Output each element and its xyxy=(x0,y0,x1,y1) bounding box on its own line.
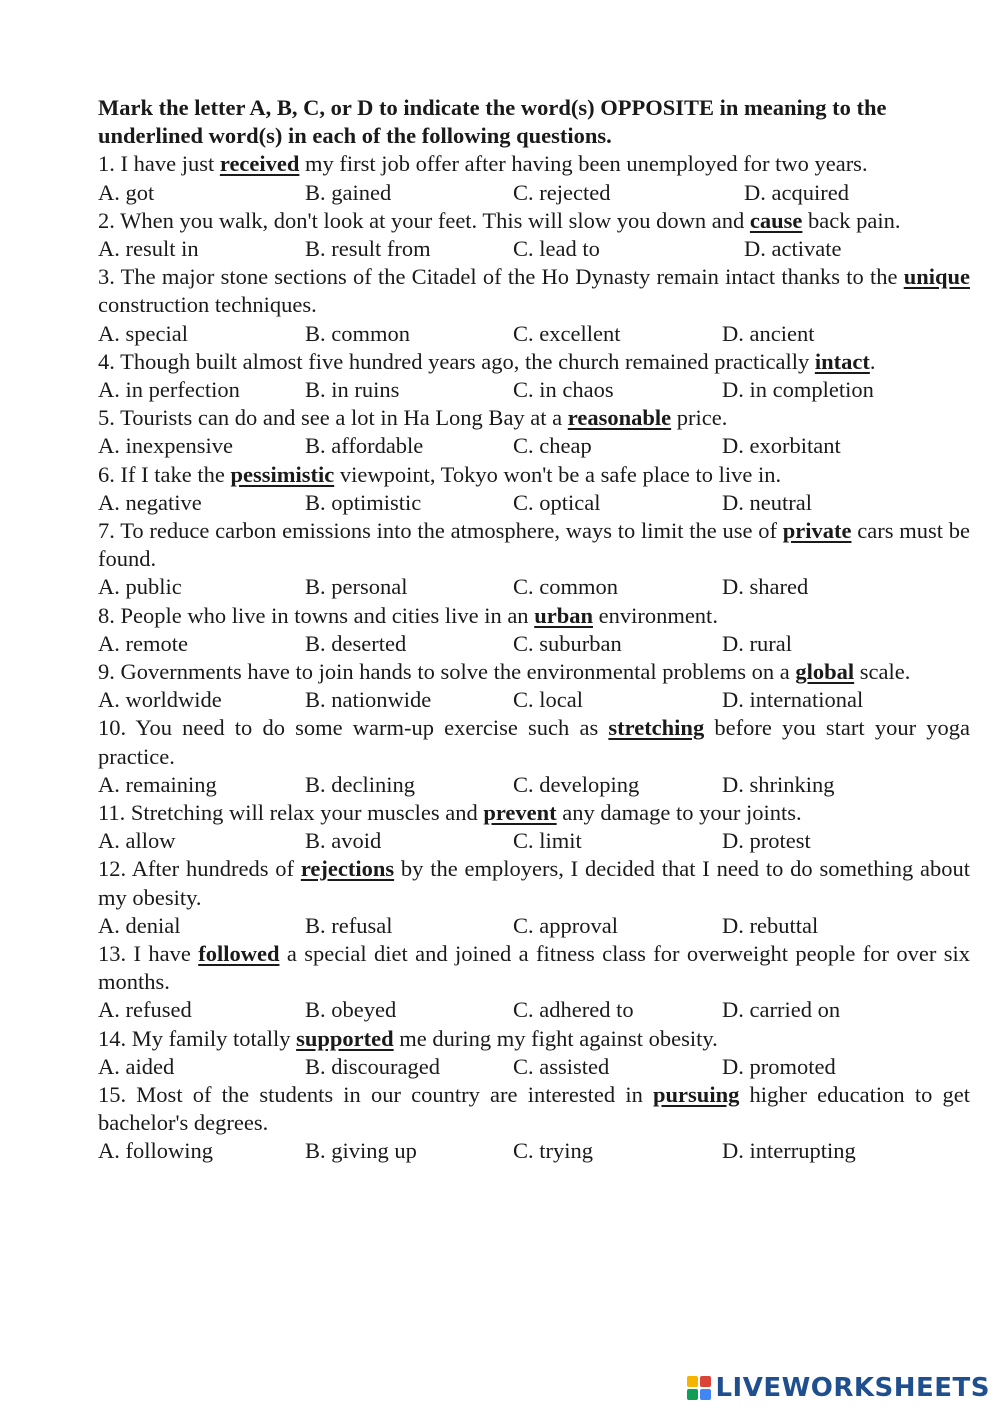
answer-option-d[interactable]: D. exorbitant xyxy=(722,433,841,459)
underlined-keyword: stretching xyxy=(608,715,705,741)
question-text: higher education to get bachelor's degrees. xyxy=(98,1081,971,1136)
underlined-keyword: intact xyxy=(814,348,870,374)
answer-option-a[interactable]: A. following xyxy=(98,1138,213,1164)
answer-option-d[interactable]: D. promoted xyxy=(722,1053,836,1079)
question-text: 3. The major stone sections of the Citadel of the Ho Dynasty remain intact thanks to the xyxy=(98,264,904,290)
underlined-keyword: received xyxy=(219,151,300,177)
answer-option-d[interactable]: D. interrupting xyxy=(722,1138,856,1164)
answer-option-c[interactable]: C. rejected xyxy=(513,179,611,205)
underlined-keyword: urban xyxy=(534,602,593,628)
answer-options-9 xyxy=(98,686,970,714)
answer-options-14 xyxy=(98,1053,970,1081)
answer-option-b[interactable]: B. optimistic xyxy=(305,489,422,515)
logo-square-1 xyxy=(687,1376,698,1387)
answer-option-b[interactable]: B. result from xyxy=(305,236,431,261)
answer-option-b[interactable]: B. personal xyxy=(305,574,408,600)
answer-option-a[interactable]: A. refused xyxy=(98,997,192,1023)
question-text: my first job offer after having been unemployed for two years. xyxy=(299,151,868,177)
underlined-keyword: cause xyxy=(749,207,803,233)
answer-option-d[interactable]: D. rebuttal xyxy=(722,912,819,938)
answer-option-d[interactable]: D. ancient xyxy=(722,320,815,346)
answer-options-2 xyxy=(98,235,970,263)
answer-option-c[interactable]: C. local xyxy=(513,687,583,713)
answer-option-c[interactable]: C. cheap xyxy=(513,433,592,459)
question-text: 8. People who live in towns and cities live in an xyxy=(98,602,535,628)
question-5 xyxy=(98,404,970,432)
underlined-keyword: prevent xyxy=(483,799,557,825)
answer-option-b[interactable]: B. obeyed xyxy=(305,997,397,1023)
answer-option-c[interactable]: C. limit xyxy=(513,828,582,854)
answer-option-d[interactable]: D. shrinking xyxy=(722,771,835,797)
question-11 xyxy=(98,799,970,827)
answer-option-b[interactable]: B. in ruins xyxy=(305,376,400,402)
logo-square-4 xyxy=(700,1389,711,1400)
question-12 xyxy=(98,855,970,911)
question-text: environment. xyxy=(592,602,718,628)
question-4 xyxy=(98,348,970,376)
answer-option-a[interactable]: A. allow xyxy=(98,828,176,854)
answer-options-1 xyxy=(98,179,970,207)
answer-option-b[interactable]: B. common xyxy=(305,320,410,346)
liveworksheets-logo-icon xyxy=(687,1376,711,1400)
question-text: before you start your yoga practice. xyxy=(98,715,970,769)
answer-options-15 xyxy=(98,1137,970,1165)
answer-options-12 xyxy=(98,912,970,940)
answer-option-c[interactable]: C. in chaos xyxy=(513,376,614,402)
answer-option-c[interactable]: C. common xyxy=(513,574,618,600)
question-13 xyxy=(98,940,970,996)
underlined-keyword: reasonable xyxy=(567,405,672,431)
answer-options-8 xyxy=(98,630,970,658)
answer-option-a[interactable]: A. got xyxy=(98,179,155,205)
question-7 xyxy=(98,517,970,573)
answer-options-11 xyxy=(98,827,970,855)
answer-option-b[interactable]: B. affordable xyxy=(305,433,424,459)
answer-option-b[interactable]: B. discouraged xyxy=(305,1053,440,1079)
answer-option-d[interactable]: D. protest xyxy=(722,828,811,854)
question-6 xyxy=(98,461,970,489)
answer-option-a[interactable]: A. remaining xyxy=(98,771,217,797)
question-text: 5. Tourists can do and see a lot in Ha Long Bay at a xyxy=(98,405,568,431)
question-text: viewpoint, Tokyo won't be a safe place to live in. xyxy=(334,461,782,487)
question-text: 4. Though built almost five hundred years ago, the church remained practically xyxy=(98,348,815,374)
answer-options-5 xyxy=(98,432,970,460)
logo-square-2 xyxy=(700,1376,711,1387)
question-text: 12. After hundreds of xyxy=(98,856,301,882)
answer-option-c[interactable]: C. excellent xyxy=(513,320,621,346)
answer-option-c[interactable]: C. suburban xyxy=(513,630,622,656)
brand-text: LIVEWORKSHEETS xyxy=(715,1373,990,1403)
question-text: 11. Stretching will relax your muscles and xyxy=(98,799,484,825)
answer-option-d[interactable]: D. rural xyxy=(722,630,792,656)
answer-option-b[interactable]: B. gained xyxy=(305,179,392,205)
question-text: 13. I have xyxy=(98,940,199,966)
answer-options-6 xyxy=(98,489,970,517)
question-text: price. xyxy=(671,405,728,431)
question-text: back pain. xyxy=(802,207,901,233)
answer-option-d[interactable]: D. international xyxy=(722,687,864,713)
answer-option-a[interactable]: A. aided xyxy=(98,1053,175,1079)
answer-option-b[interactable]: B. declining xyxy=(305,771,415,797)
question-list xyxy=(98,150,970,1165)
question-2 xyxy=(98,207,970,235)
answer-option-a[interactable]: A. result in xyxy=(98,236,199,261)
answer-option-d[interactable]: D. in completion xyxy=(722,376,874,402)
answer-option-a[interactable]: A. denial xyxy=(98,912,181,938)
question-text: 9. Governments have to join hands to solve the environmental problems on a xyxy=(98,658,796,684)
answer-option-c[interactable]: C. lead to xyxy=(513,236,600,261)
answer-options-3 xyxy=(98,320,970,348)
answer-option-a[interactable]: A. in perfection xyxy=(98,376,240,402)
question-text: 6. If I take the xyxy=(98,461,231,487)
answer-option-a[interactable]: A. negative xyxy=(98,489,202,515)
answer-option-d[interactable]: D. carried on xyxy=(722,997,841,1023)
answer-option-c[interactable]: C. adhered to xyxy=(513,997,634,1023)
question-14 xyxy=(98,1025,970,1053)
answer-option-b[interactable]: B. avoid xyxy=(305,828,382,854)
underlined-keyword: followed xyxy=(198,940,280,966)
answer-option-d[interactable]: D. shared xyxy=(722,574,809,600)
answer-option-c[interactable]: C. assisted xyxy=(513,1053,610,1079)
question-3 xyxy=(98,263,970,319)
question-text: construction techniques. xyxy=(98,292,317,318)
underlined-keyword: pessimistic xyxy=(230,461,335,487)
answer-option-d[interactable]: D. acquired xyxy=(744,179,849,205)
answer-option-c[interactable]: C. developing xyxy=(513,771,640,797)
underlined-keyword: unique xyxy=(903,264,970,290)
answer-option-b[interactable]: B. refusal xyxy=(305,912,393,938)
question-text: 7. To reduce carbon emissions into the atmosphere, ways to limit the use of xyxy=(98,517,783,543)
underlined-keyword: global xyxy=(795,658,855,684)
question-text: a special diet and joined a fitness class for overweight people for over six months. xyxy=(98,940,970,995)
answer-option-b[interactable]: B. giving up xyxy=(305,1138,417,1164)
question-text: by the employers, I decided that I need to do something about my obesity. xyxy=(98,856,970,910)
underlined-keyword: supported xyxy=(296,1025,394,1051)
question-text: . xyxy=(869,348,876,374)
question-1 xyxy=(98,150,970,178)
question-text: any damage to your joints. xyxy=(556,799,802,825)
answer-options-7 xyxy=(98,573,970,601)
worksheet xyxy=(98,94,970,1165)
answer-option-a[interactable]: A. inexpensive xyxy=(98,433,233,459)
answer-option-a[interactable]: A. special xyxy=(98,320,188,346)
question-text: me during my fight against obesity. xyxy=(393,1025,718,1051)
question-8 xyxy=(98,602,970,630)
logo-square-3 xyxy=(687,1389,698,1400)
question-15 xyxy=(98,1081,970,1137)
question-text: cars must be found. xyxy=(98,517,970,572)
answer-options-13 xyxy=(98,996,970,1024)
question-9 xyxy=(98,658,970,686)
question-10 xyxy=(98,714,970,770)
underlined-keyword: rejections xyxy=(300,856,395,882)
answer-options-10 xyxy=(98,771,970,799)
question-text: 15. Most of the students in our country are interested in xyxy=(98,1081,654,1107)
question-text: 2. When you walk, don't look at your feet. This will slow you down and xyxy=(98,207,750,233)
answer-option-b[interactable]: B. nationwide xyxy=(305,687,432,713)
answer-option-d[interactable]: D. activate xyxy=(744,236,842,261)
question-text: 14. My family totally xyxy=(98,1025,297,1051)
answer-option-a[interactable]: A. public xyxy=(98,574,182,600)
answer-option-c[interactable]: C. optical xyxy=(513,489,601,515)
answer-options-4 xyxy=(98,376,970,404)
underlined-keyword: pursuing xyxy=(653,1081,740,1107)
answer-option-a[interactable]: A. worldwide xyxy=(98,687,222,713)
question-text: scale. xyxy=(854,658,911,684)
answer-option-a[interactable]: A. remote xyxy=(98,630,188,656)
underlined-keyword: private xyxy=(782,517,852,543)
answer-option-c[interactable]: C. trying xyxy=(513,1138,594,1164)
liveworksheets-brand xyxy=(687,1371,990,1405)
answer-option-d[interactable]: D. neutral xyxy=(722,489,812,515)
answer-option-b[interactable]: B. deserted xyxy=(305,630,407,656)
answer-option-c[interactable]: C. approval xyxy=(513,912,618,938)
question-text: 1. I have just xyxy=(98,151,220,177)
instructions: Mark the letter A, B, C, or D to indicate the word(s) OPPOSITE in meaning to the underlined word(s) in each of the following questions. xyxy=(98,95,887,149)
question-text: 10. You need to do some warm-up exercise such as xyxy=(98,715,609,741)
